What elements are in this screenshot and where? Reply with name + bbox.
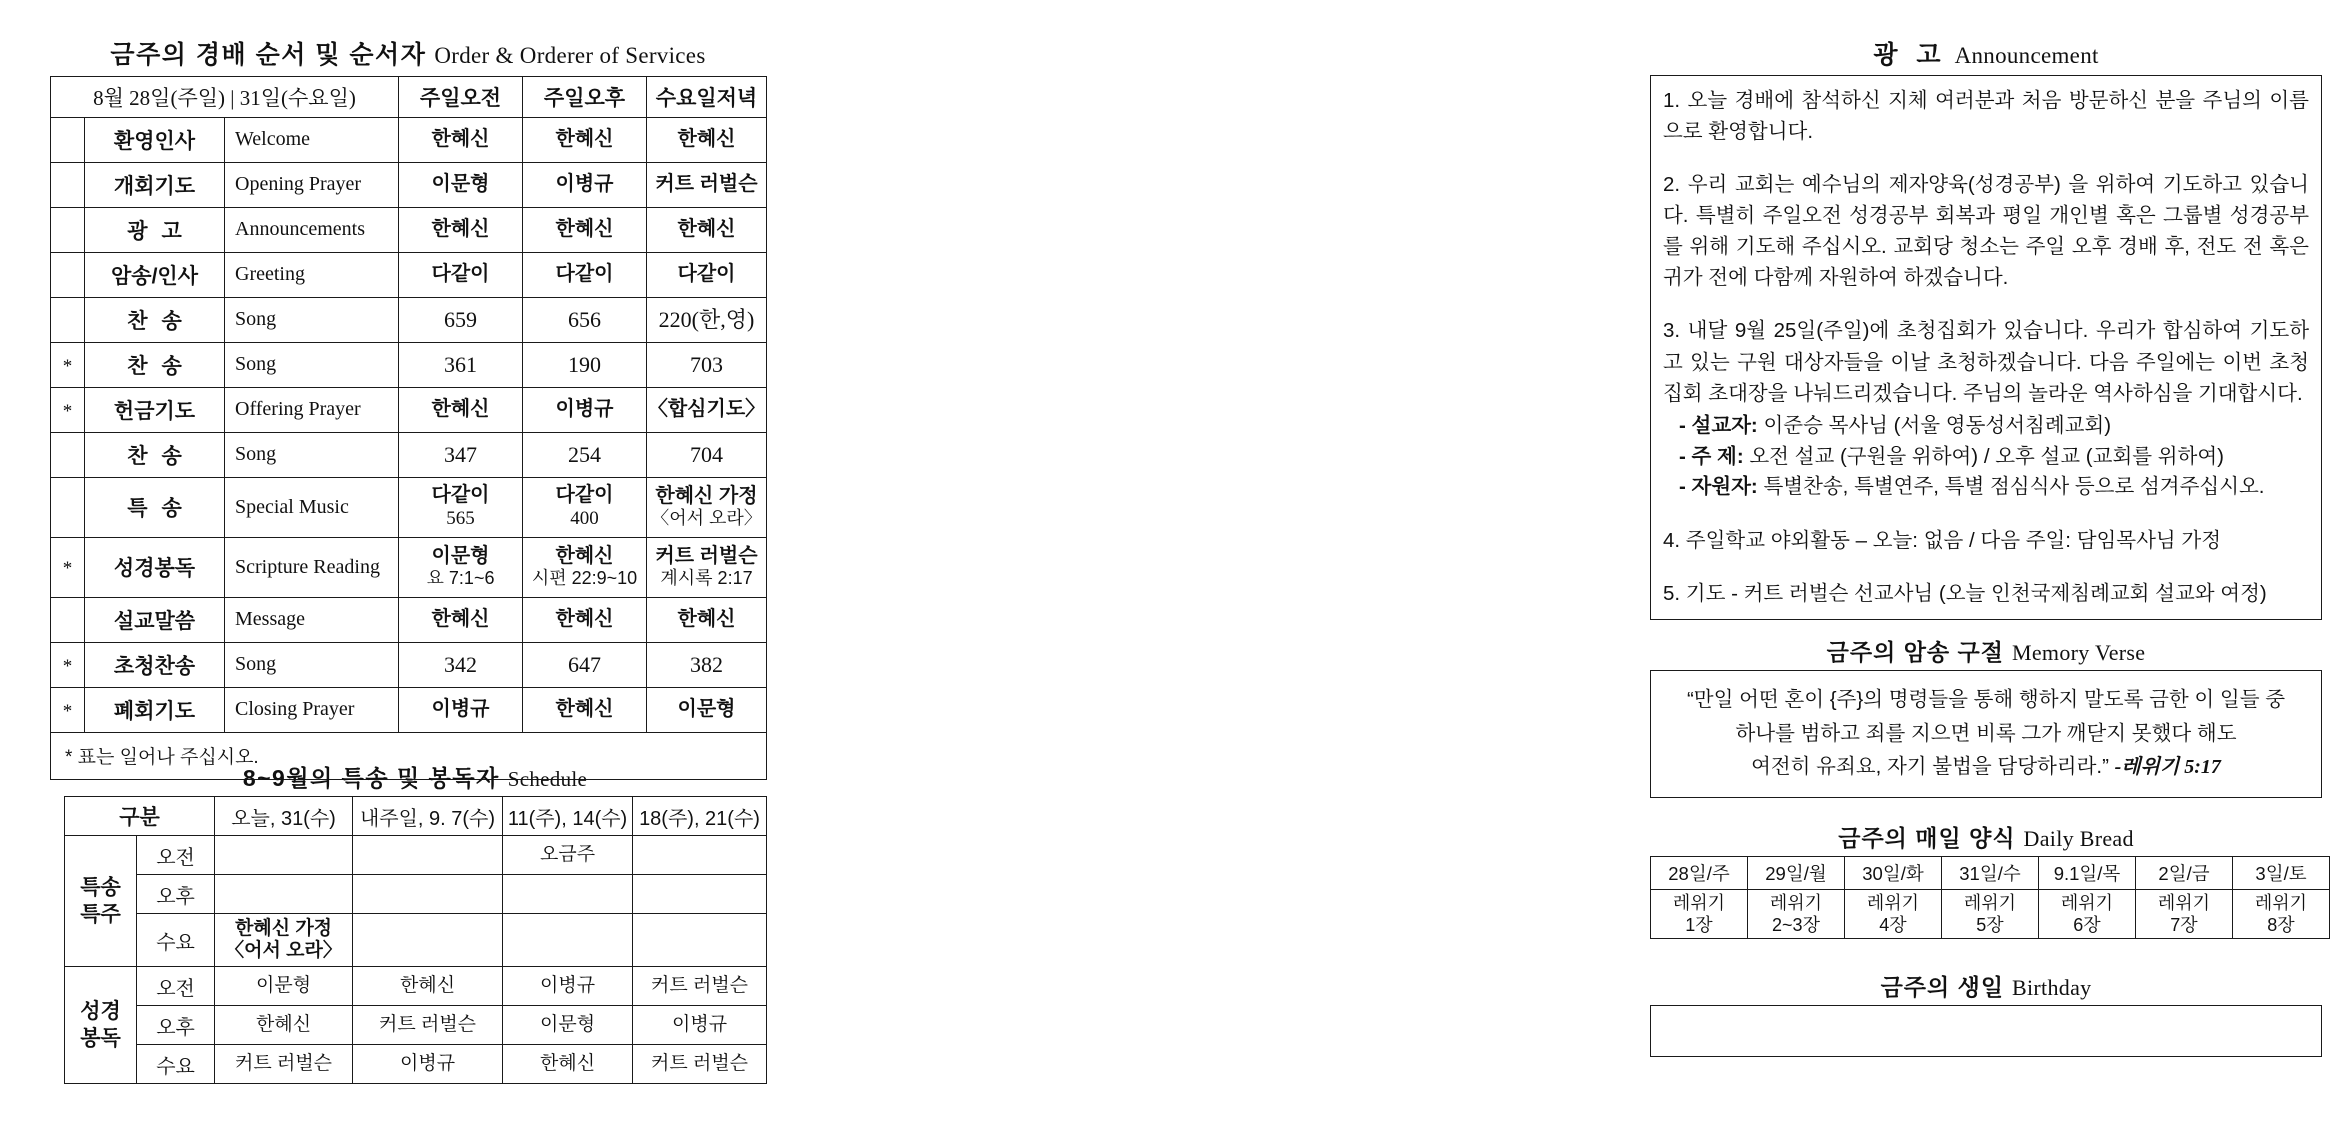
order-title-korean: 금주의 경배 순서 및 순서자	[110, 41, 427, 69]
volunteer-label: - 자원자:	[1679, 475, 1758, 499]
schedule-cell-1: 이문형	[215, 967, 353, 1006]
daily-bread-chapter: 5장	[1976, 915, 2004, 936]
announcement-item-2: 2. 우리 교회는 예수님의 제자양육(성경공부) 을 위하여 기도하고 있습니다. 특별히 주일오전 성경공부 회복과 평일 개인별 혹은 그룹별 성경공부를 위해 기도해 주십시오. 교회당 청소는 주일 오후 경배 후, 전도 전 혹은 귀가 전에 다함께 자원하여 하겠습니다.	[1663, 172, 2309, 290]
daily-bread-head	[1651, 857, 2330, 890]
order-row-name-english: Song	[225, 642, 399, 687]
table-row	[51, 537, 767, 597]
volunteer-text: 특별찬송, 특별연주, 특별 점심식사 등으로 섬겨주십시오.	[1757, 475, 2265, 499]
daily-bread-reading	[2136, 890, 2233, 939]
table-row	[65, 1006, 767, 1045]
order-row-name-english: Scripture Reading	[225, 537, 399, 597]
daily-bread-day-header: 31일/수	[1942, 857, 2039, 890]
order-row-star	[51, 477, 85, 537]
schedule-cell-4	[633, 875, 767, 914]
announcement-item-3: 3. 내달 9월 25일(주일)에 초청집회가 있습니다. 우리가 합심하여 기도하고 있는 구원 대상자들을 이날 초청하겠습니다. 다음 주일에는 이번 초청집회 초대장을 나눠드리겠습니다. 주님의 놀라운 역사하심을 기대합시다.	[1663, 319, 2309, 405]
daily-bread-reading	[2039, 890, 2136, 939]
daily-bread-book: 레위기	[1866, 892, 1920, 913]
schedule-cell-1: 한혜신	[215, 1006, 353, 1045]
order-row-wed-eve: 704	[647, 432, 767, 477]
order-row-sunday-am-detail: 565	[446, 507, 475, 529]
schedule-cell-2: 한혜신	[353, 967, 503, 1006]
order-row-wed-eve: 한혜신	[647, 117, 767, 162]
table-row	[51, 162, 767, 207]
schedule-cell-1: 커트 러벌슨	[215, 1045, 353, 1084]
birthday-section	[1650, 975, 2322, 1057]
schedule-cell-1	[215, 875, 353, 914]
daily-bread-title-korean: 금주의 매일 양식	[1838, 825, 2016, 851]
order-row-wed-eve: 〈합심기도〉	[647, 387, 767, 432]
daily-bread-day-header: 30일/화	[1845, 857, 1942, 890]
order-row-sunday-pm: 이병규	[523, 387, 647, 432]
schedule-cell-2	[353, 875, 503, 914]
topic-label: - 주 제:	[1679, 444, 1744, 468]
birthday-box	[1650, 1005, 2322, 1057]
order-row-name-english: Announcements	[225, 207, 399, 252]
schedule-subrow-label: 오후	[137, 1006, 215, 1045]
announcement-box	[1650, 75, 2322, 621]
schedule-subrow-label: 오후	[137, 875, 215, 914]
order-row-sunday-am: 이문형	[399, 162, 523, 207]
table-row	[51, 687, 767, 732]
announcement-subitem-preacher	[1663, 411, 2309, 442]
order-row-sunday-am: 659	[399, 297, 523, 342]
order-row-sunday-am: 다같이	[399, 252, 523, 297]
order-row-name-english: Special Music	[225, 477, 399, 537]
order-row-sunday-am: 361	[399, 342, 523, 387]
daily-bread-book: 레위기	[2157, 892, 2211, 913]
announcement-item-4: 4. 주일학교 야외활동 – 오늘: 없음 / 다음 주일: 담임목사님 가정	[1663, 529, 2222, 553]
order-row-wed-eve: 다같이	[647, 252, 767, 297]
order-row-sunday-pm: 이병규	[523, 162, 647, 207]
announcement-title	[1650, 42, 2322, 70]
order-row-name-english: Opening Prayer	[225, 162, 399, 207]
order-row-wed-eve: 커트 러벌슨 계시록 2:17	[647, 537, 767, 597]
order-row-sunday-pm: 254	[523, 432, 647, 477]
schedule-cell-detail: 〈어서 오라〉	[225, 940, 342, 962]
order-header-sunday-pm: 주일오후	[523, 76, 647, 117]
daily-bread-chapter: 8장	[2267, 915, 2295, 936]
order-row-sunday-am: 한혜신	[399, 117, 523, 162]
schedule-header-col1: 오늘, 31(수)	[215, 797, 353, 836]
daily-bread-reading	[1748, 890, 1845, 939]
memory-verse-reference: -레위기 5:17	[2114, 755, 2221, 778]
daily-bread-chapter: 6장	[2073, 915, 2101, 936]
daily-bread-day-header: 28일/주	[1651, 857, 1748, 890]
memory-verse-title-english: Memory Verse	[2011, 640, 2146, 665]
order-row-sunday-am: 이병규	[399, 687, 523, 732]
schedule-table-head	[65, 797, 767, 836]
schedule-header-gubun: 구분	[65, 797, 215, 836]
order-row-sunday-pm: 한혜신	[523, 597, 647, 642]
table-row	[51, 642, 767, 687]
order-of-service-section	[50, 42, 766, 780]
order-of-service-table	[50, 76, 767, 780]
order-row-wed-eve: 이문형	[647, 687, 767, 732]
order-header-date: 8월 28일(주일) | 31일(수요일)	[51, 76, 399, 117]
order-row-name-english: Song	[225, 342, 399, 387]
schedule-title-korean: 8~9월의 특송 및 봉독자	[242, 765, 500, 791]
daily-bread-day-header: 9.1일/목	[2039, 857, 2136, 890]
order-row-star	[51, 252, 85, 297]
daily-bread-chapter: 4장	[1879, 915, 1907, 936]
order-row-sunday-am-detail: 요 7:1~6	[426, 568, 495, 589]
daily-bread-day-header: 29일/월	[1748, 857, 1845, 890]
order-row-name-korean: 찬송	[85, 342, 225, 387]
order-row-wed-eve: 한혜신 가정 〈어서 오라〉	[647, 477, 767, 537]
order-row-sunday-pm-detail: 400	[570, 507, 599, 529]
order-row-sunday-am: 이문형 요 7:1~6	[399, 537, 523, 597]
order-row-name-english: Song	[225, 297, 399, 342]
order-row-wed-eve: 220(한,영)	[647, 297, 767, 342]
schedule-cell-2: 이병규	[353, 1045, 503, 1084]
order-row-wed-eve-detail: 〈어서 오라〉	[651, 508, 762, 529]
order-row-name-korean: 성경봉독	[85, 537, 225, 597]
left-column	[0, 0, 800, 1132]
daily-bread-book: 레위기	[1963, 892, 2017, 913]
table-row	[51, 477, 767, 537]
table-row	[51, 117, 767, 162]
order-table-head	[51, 76, 767, 117]
topic-text: 오전 설교 (구원을 위하여) / 오후 설교 (교회를 위하여)	[1743, 444, 2224, 468]
daily-bread-day-header: 2일/금	[2136, 857, 2233, 890]
order-row-wed-eve: 커트 러벌슨	[647, 162, 767, 207]
order-row-star: *	[51, 642, 85, 687]
order-row-name-korean: 폐회기도	[85, 687, 225, 732]
schedule-group-label: 성경 봉독	[65, 967, 137, 1084]
order-row-sunday-am: 한혜신	[399, 207, 523, 252]
announcement-item-5: 5. 기도 - 커트 러벌슨 선교사님 (오늘 인천국제침례교회 설교와 여정)	[1663, 582, 2267, 606]
schedule-header-row	[65, 797, 767, 836]
schedule-table-body	[65, 836, 767, 1084]
order-row-sunday-pm: 한혜신 시편 22:9~10	[523, 537, 647, 597]
schedule-subrow-label: 오전	[137, 967, 215, 1006]
order-row-star: *	[51, 687, 85, 732]
daily-bread-book: 레위기	[2060, 892, 2114, 913]
order-row-sunday-pm: 190	[523, 342, 647, 387]
schedule-cell-3: 이병규	[503, 967, 633, 1006]
table-row	[65, 836, 767, 875]
schedule-cell-3: 한혜신	[503, 1045, 633, 1084]
order-row-wed-eve-detail: 계시록 2:17	[660, 568, 753, 589]
order-row-sunday-am: 342	[399, 642, 523, 687]
schedule-subrow-label: 수요	[137, 914, 215, 967]
order-row-name-korean: 설교말씀	[85, 597, 225, 642]
order-row-name-korean: 암송/인사	[85, 252, 225, 297]
order-row-sunday-pm: 647	[523, 642, 647, 687]
birthday-title-english: Birthday	[2012, 975, 2092, 1000]
order-row-name-english: Offering Prayer	[225, 387, 399, 432]
order-row-name-korean: 찬송	[85, 297, 225, 342]
right-column	[800, 0, 2309, 1132]
schedule-cell-2: 커트 러벌슨	[353, 1006, 503, 1045]
announcement-subitem-topic	[1663, 442, 2309, 473]
daily-bread-reading-row	[1651, 890, 2330, 939]
order-row-name-english: Message	[225, 597, 399, 642]
schedule-header-col2: 내주일, 9. 7(수)	[353, 797, 503, 836]
schedule-title-english: Schedule	[507, 767, 588, 791]
order-row-star	[51, 207, 85, 252]
order-row-star	[51, 117, 85, 162]
table-row	[51, 207, 767, 252]
order-row-star	[51, 432, 85, 477]
schedule-cell-3	[503, 875, 633, 914]
daily-bread-table	[1650, 856, 2330, 939]
birthday-title	[1650, 975, 2322, 1000]
order-row-name-korean: 특송	[85, 477, 225, 537]
daily-bread-body	[1651, 890, 2330, 939]
schedule-table	[64, 796, 767, 1084]
order-row-star: *	[51, 342, 85, 387]
schedule-group-label: 특송 특주	[65, 836, 137, 967]
table-row	[65, 914, 767, 967]
order-row-sunday-am: 한혜신	[399, 597, 523, 642]
order-row-sunday-pm-detail: 시편 22:9~10	[531, 568, 638, 589]
schedule-cell-3	[503, 914, 633, 967]
order-title-english: Order & Orderer of Services	[434, 43, 706, 68]
schedule-cell-4	[633, 914, 767, 967]
order-row-name-english: Song	[225, 432, 399, 477]
memory-verse-box	[1650, 670, 2322, 798]
schedule-cell-4: 이병규	[633, 1006, 767, 1045]
table-row	[51, 387, 767, 432]
daily-bread-reading	[1845, 890, 1942, 939]
order-row-sunday-pm: 다같이 400	[523, 477, 647, 537]
announcement-title-english: Announcement	[1954, 43, 2099, 68]
announcement-item-1: 1. 오늘 경배에 참석하신 지체 여러분과 처음 방문하신 분을 주님의 이름으로 환영합니다.	[1663, 88, 2309, 143]
order-row-star	[51, 597, 85, 642]
order-row-sunday-pm: 한혜신	[523, 207, 647, 252]
order-row-star: *	[51, 387, 85, 432]
daily-bread-title	[1650, 826, 2322, 851]
schedule-subrow-label: 수요	[137, 1045, 215, 1084]
order-header-sunday-am: 주일오전	[399, 76, 523, 117]
table-row	[65, 1045, 767, 1084]
order-header-wed-eve: 수요일저녁	[647, 76, 767, 117]
order-row-wed-eve: 703	[647, 342, 767, 387]
order-row-name-english: Welcome	[225, 117, 399, 162]
order-row-sunday-pm: 한혜신	[523, 117, 647, 162]
order-row-name-english: Closing Prayer	[225, 687, 399, 732]
order-row-name-korean: 찬송	[85, 432, 225, 477]
schedule-cell-4: 커트 러벌슨	[633, 967, 767, 1006]
order-of-service-title	[50, 42, 766, 70]
schedule-cell-4: 커트 러벌슨	[633, 1045, 767, 1084]
order-row-sunday-pm: 다같이	[523, 252, 647, 297]
schedule-cell-2	[353, 914, 503, 967]
table-row	[65, 967, 767, 1006]
schedule-subrow-label: 오전	[137, 836, 215, 875]
announcement-section	[1650, 42, 2322, 620]
memory-verse-line-1: “만일 어떤 혼이 {주}의 명령들을 통해 행하지 말도록 금한 이 일들 중	[1686, 688, 2286, 712]
order-row-name-english: Greeting	[225, 252, 399, 297]
announcement-title-korean: 광 고	[1873, 41, 1947, 69]
order-row-sunday-pm: 한혜신	[523, 687, 647, 732]
schedule-cell-1: 한혜신 가정 〈어서 오라〉	[215, 914, 353, 967]
daily-bread-book: 레위기	[1769, 892, 1823, 913]
order-row-wed-eve: 한혜신	[647, 207, 767, 252]
schedule-cell-1	[215, 836, 353, 875]
daily-bread-header-row	[1651, 857, 2330, 890]
order-row-star	[51, 297, 85, 342]
daily-bread-reading	[2233, 890, 2330, 939]
order-header-row	[51, 76, 767, 117]
schedule-cell-2	[353, 836, 503, 875]
order-row-sunday-pm: 656	[523, 297, 647, 342]
schedule-cell-3: 오금주	[503, 836, 633, 875]
schedule-cell-4	[633, 836, 767, 875]
preacher-text: 이준승 목사님 (서울 영동성서침례교회)	[1757, 413, 2112, 437]
order-row-sunday-am: 347	[399, 432, 523, 477]
memory-verse-line-2: 하나를 범하고 죄를 지으면 비록 그가 깨닫지 못했다 해도	[1735, 721, 2237, 745]
order-row-name-korean: 개회기도	[85, 162, 225, 207]
daily-bread-day-header: 3일/토	[2233, 857, 2330, 890]
announcement-subitem-volunteer	[1663, 472, 2309, 503]
order-table-body	[51, 117, 767, 779]
memory-verse-section	[1650, 640, 2322, 798]
schedule-cell-3: 이문형	[503, 1006, 633, 1045]
order-row-name-korean: 광고	[85, 207, 225, 252]
daily-bread-section	[1650, 826, 2322, 939]
daily-bread-chapter: 2~3장	[1772, 915, 1820, 936]
order-row-star	[51, 162, 85, 207]
table-row	[51, 297, 767, 342]
order-row-wed-eve: 한혜신	[647, 597, 767, 642]
daily-bread-reading	[1942, 890, 2039, 939]
table-row	[51, 252, 767, 297]
memory-verse-line-3: 여전히 유죄요, 자기 불법을 담당하리라.”	[1751, 754, 2109, 778]
table-row	[51, 432, 767, 477]
order-row-star: *	[51, 537, 85, 597]
schedule-header-col4: 18(주), 21(수)	[633, 797, 767, 836]
schedule-header-col3: 11(주), 14(수)	[503, 797, 633, 836]
order-row-sunday-am: 한혜신	[399, 387, 523, 432]
preacher-label: - 설교자:	[1679, 413, 1758, 437]
daily-bread-chapter: 1장	[1685, 915, 1713, 936]
daily-bread-book: 레위기	[2254, 892, 2308, 913]
table-row	[51, 342, 767, 387]
order-row-name-korean: 초청찬송	[85, 642, 225, 687]
order-row-sunday-am: 다같이 565	[399, 477, 523, 537]
daily-bread-chapter: 7장	[2170, 915, 2198, 936]
order-row-name-korean: 환영인사	[85, 117, 225, 162]
order-footnote: * 표는 일어나 주십시오.	[51, 732, 767, 779]
schedule-title	[64, 766, 766, 791]
order-row-wed-eve: 382	[647, 642, 767, 687]
table-row	[51, 597, 767, 642]
daily-bread-reading	[1651, 890, 1748, 939]
memory-verse-title	[1650, 640, 2322, 665]
daily-bread-book: 레위기	[1672, 892, 1726, 913]
table-row	[65, 875, 767, 914]
daily-bread-title-english: Daily Bread	[2023, 826, 2134, 851]
birthday-title-korean: 금주의 생일	[1880, 974, 2005, 1000]
order-row-name-korean: 헌금기도	[85, 387, 225, 432]
schedule-section	[64, 766, 766, 1084]
memory-verse-title-korean: 금주의 암송 구절	[1826, 639, 2004, 665]
